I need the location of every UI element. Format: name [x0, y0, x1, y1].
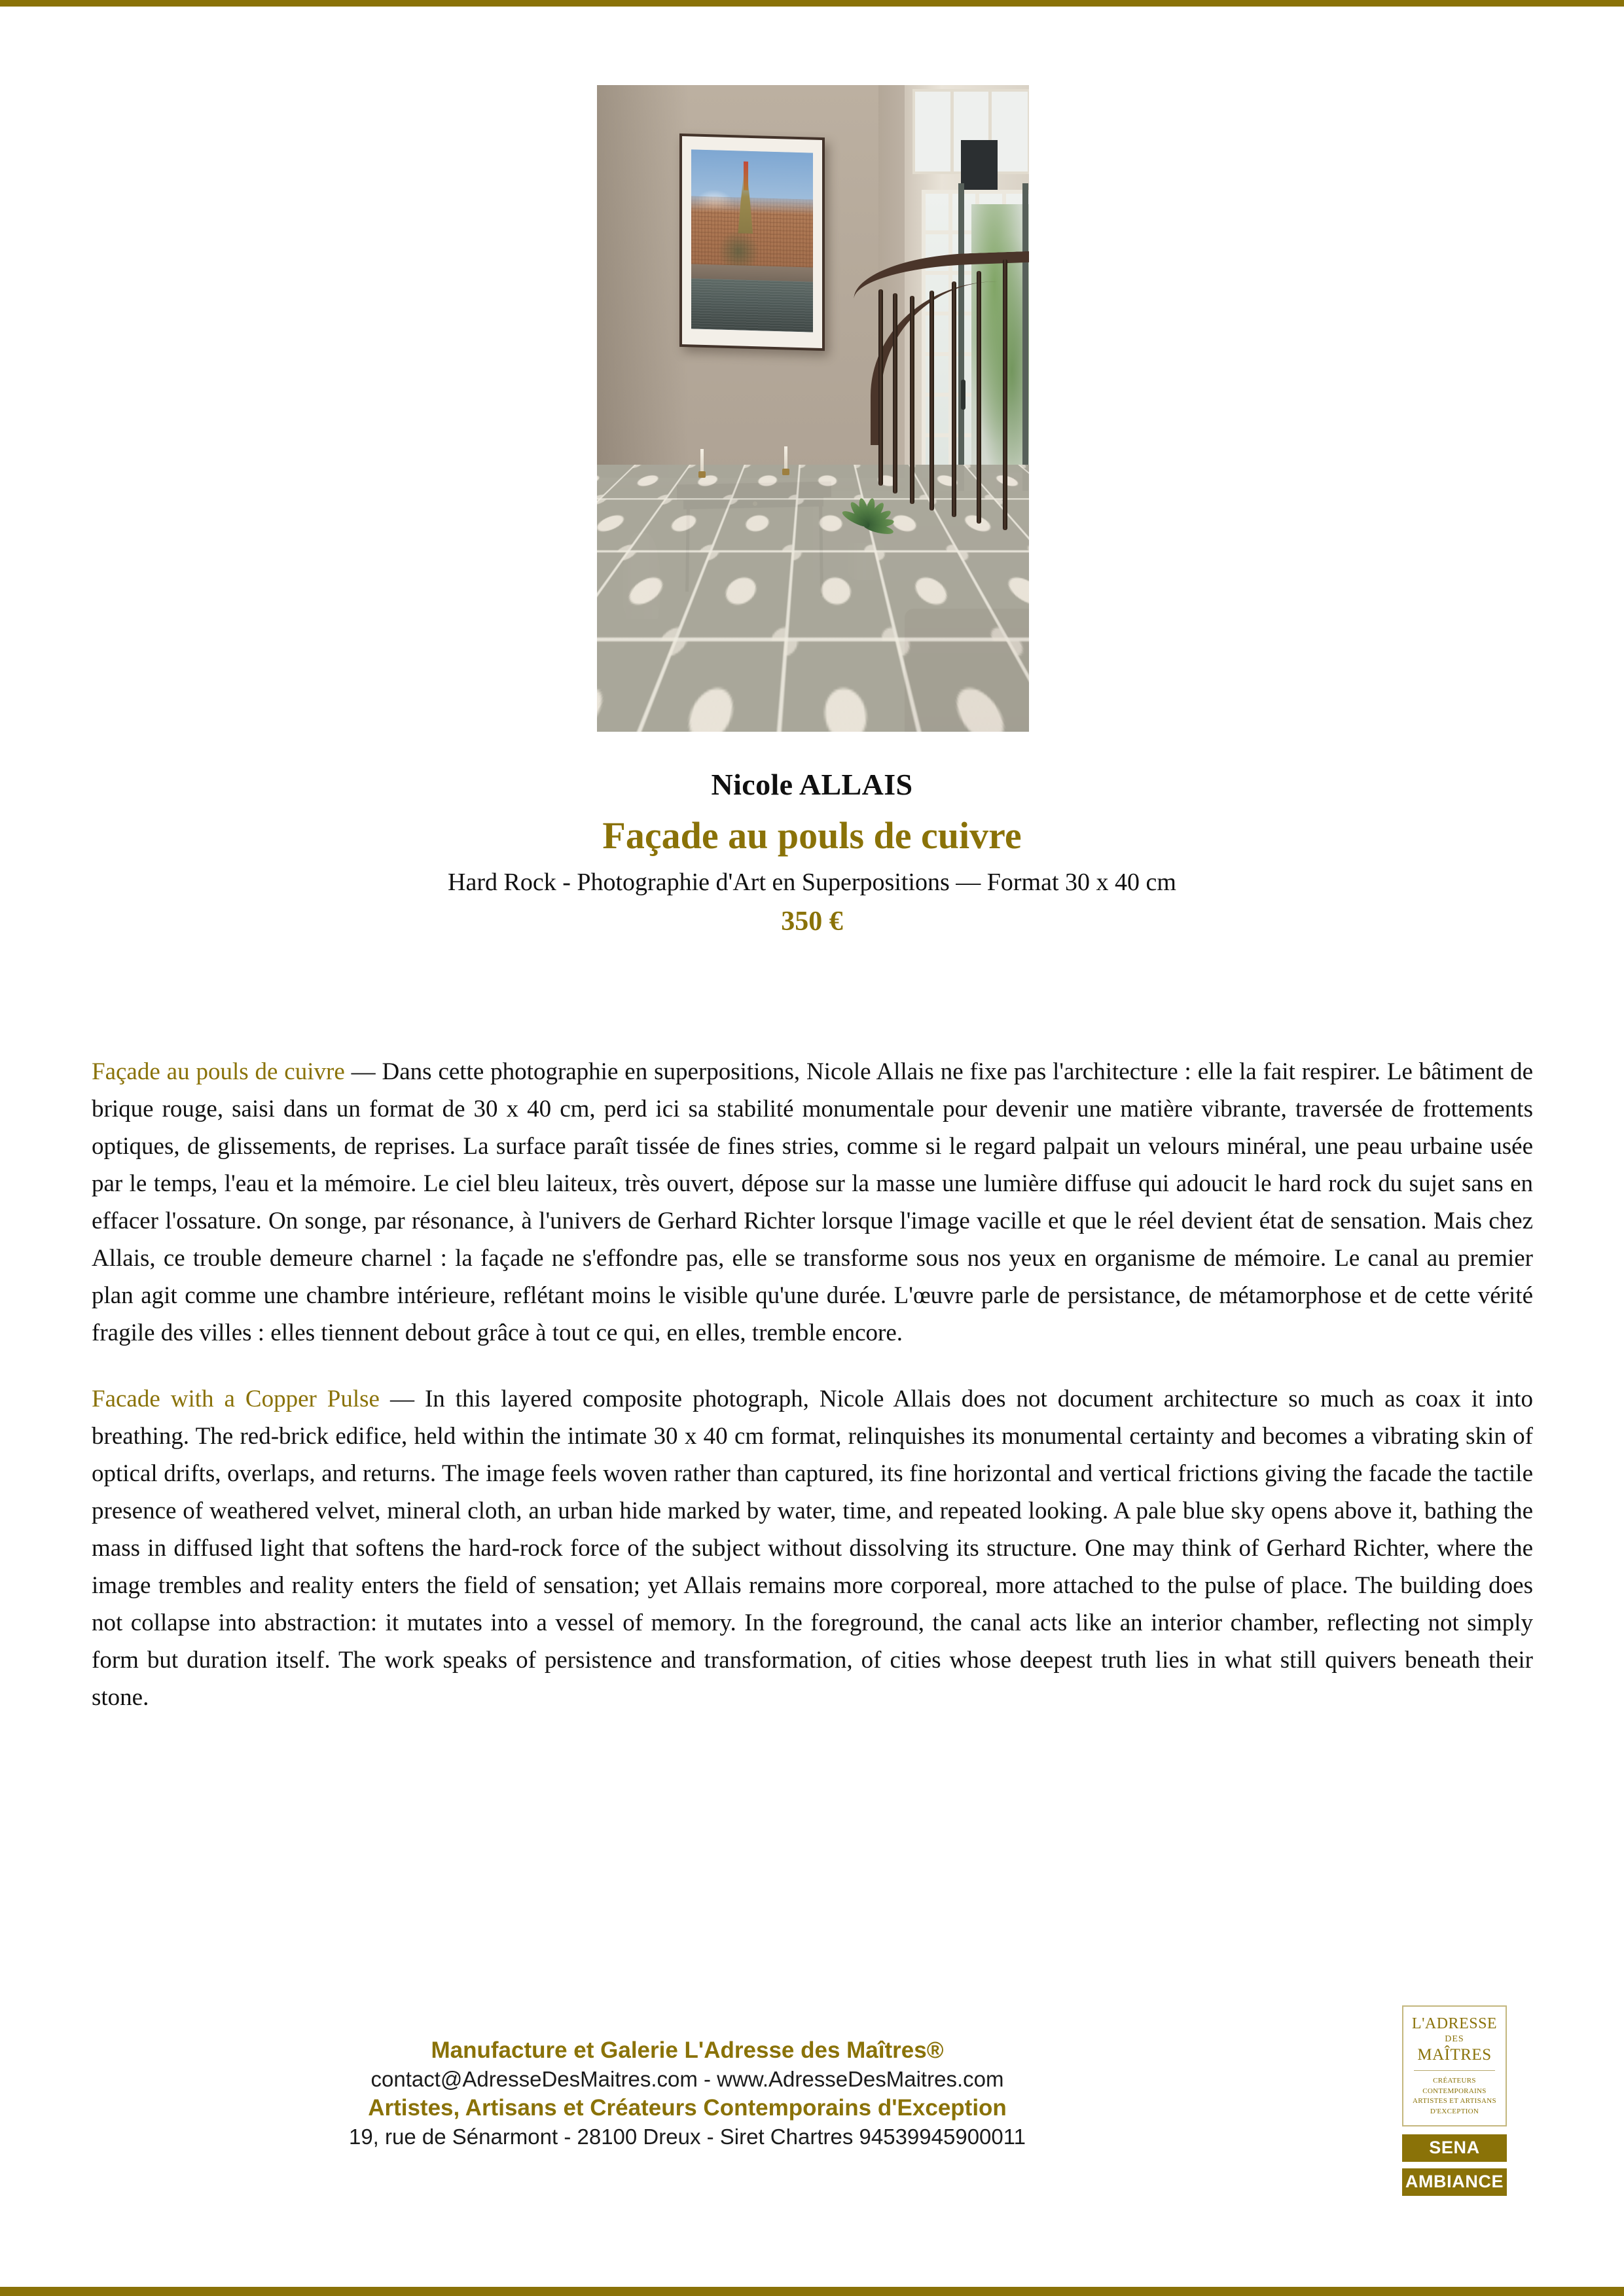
- wall-shadow: [597, 85, 689, 504]
- candle: [700, 449, 704, 471]
- potted-plant: [838, 487, 898, 552]
- description-separator-en: —: [379, 1385, 425, 1412]
- baluster: [910, 296, 914, 504]
- footer-company-name: Manufacture et Galerie L'Adresse des Maîtres®: [431, 2037, 944, 2063]
- artwork-price: 350 €: [781, 906, 843, 937]
- baluster: [977, 271, 981, 524]
- baluster: [878, 289, 883, 486]
- artwork-heading-block: [0, 767, 1624, 937]
- picture-mat: [682, 136, 822, 348]
- description-paragraph-en: [92, 1381, 1533, 1717]
- logo-line-maitres: MAÎTRES: [1417, 2046, 1492, 2064]
- badge-sena: SENA: [1402, 2134, 1507, 2162]
- drawer-knob: [753, 501, 757, 506]
- vase-base: [626, 605, 659, 619]
- picture-frame: [679, 134, 825, 351]
- logo-divider: [1414, 2070, 1495, 2071]
- baluster: [929, 291, 934, 511]
- baluster: [952, 281, 956, 517]
- hallway-scene: [597, 85, 1029, 732]
- artwork-image: [691, 149, 813, 332]
- stair-newel-post: [905, 609, 1029, 732]
- description-separator-fr: —: [344, 1058, 382, 1085]
- artwork-subtitle: Hard Rock - Photographie d'Art en Superpositions — Format 30 x 40 cm: [448, 869, 1176, 896]
- transom-mullion: [950, 92, 954, 171]
- logo-card: [1402, 2005, 1507, 2126]
- baluster: [1003, 259, 1007, 530]
- logo-line-adresse: L'ADRESSE: [1411, 2015, 1498, 2032]
- candlestick: [782, 469, 789, 475]
- description-lead-fr: Façade au pouls de cuivre: [92, 1058, 345, 1085]
- brand-logo-block: [1402, 2005, 1507, 2196]
- logo-line-des: DES: [1445, 2034, 1464, 2045]
- artwork-photo: [597, 85, 1029, 732]
- artwork-canal: [691, 279, 813, 332]
- artwork-spire: [744, 162, 748, 190]
- footer-address: 19, rue de Sénarmont - 28100 Dreux - Siret Chartres 94539945900011: [348, 2124, 1026, 2149]
- footer: [0, 2036, 1375, 2151]
- ceramic-vase: [623, 533, 660, 617]
- logo-subtitle-3: D'EXCEPTION: [1430, 2108, 1479, 2116]
- description-text-en: In this layered composite photograph, Nicole Allais does not document architecture so much as coax it into breathing. The red-brick edifice, held within the intimate 30 x 40 cm format, relinquishes its monumental certainty and becomes a vibrating skin of optical drifts, overlaps, and returns. The image feels woven rather than captured, its fine horizontal and vertical frictions giving the facade the tactile presence of weathered velvet, mineral cloth, an urban hide marked by water, time, and repeated looking. A pale blue sky opens above it, bathing the mass in diffused light that softens the hard-rock force of the subject without dissolving its structure. One may think of Gerhard Richter, where the image trembles and reality enters the field of sensation; yet Allais remains more corporeal, more attached to the pulse of place. The building does not collapse into abstraction: it mutates into a vessel of memory. In the foreground, the canal acts like an interior chamber, reflecting not simply form but duration itself. The work speaks of persistence and transformation, of cities whose deepest truth lies in what still quivers beneath their stone.: [92, 1385, 1533, 1711]
- artwork-title: Façade au pouls de cuivre: [602, 814, 1022, 857]
- badge-ambiance: AMBIANCE: [1402, 2168, 1507, 2196]
- description-text-fr: Dans cette photographie en superpositions, Nicole Allais ne fixe pas l'architecture : elle la fait respirer. Le bâtiment de brique rouge, saisi dans un format de 30 x 40 cm, perd ici sa stabilité monumentale pour devenir une matière vibrante, traversée de frottements optiques, de glissements, de reprises. La surface paraît tissée de fines stries, comme si le regard palpait un velours minéral, une peau urbaine usée par le temps, l'eau et la mémoire. Le ciel bleu laiteux, très ouvert, dépose sur la masse une lumière diffuse qui adoucit le hard rock du sujet sans en effacer l'ossature. On songe, par résonance, à l'univers de Gerhard Richter lorsque l'image vacille et que le réel devient état de sensation. Mais chez Allais, ce trouble demeure charnel : la façade ne s'effondre pas, elle se transforme sous nos yeux en organisme de mémoire. Le canal au premier plan agit comme une chambre intérieure, reflétant moins le visible qu'une durée. L'œuvre parle de persistance, de métamorphose et de cette vérité fragile des villes : elles tiennent debout grâce à tout ce qui, en elles, tremble encore.: [92, 1058, 1533, 1346]
- description-lead-en: Facade with a Copper Pulse: [92, 1385, 380, 1412]
- candlestick: [698, 471, 706, 478]
- footer-tagline: Artistes, Artisans et Créateurs Contemporains d'Exception: [368, 2095, 1007, 2121]
- page-bottom-rule: [0, 2287, 1624, 2296]
- footer-contact[interactable]: contact@AdresseDesMaitres.com - www.AdresseDesMaitres.com: [370, 2066, 1004, 2091]
- description-paragraph-fr: [92, 1054, 1533, 1352]
- logo-subtitle-1: CRÉATEURS CONTEMPORAINS: [1422, 2077, 1487, 2095]
- artist-name: Nicole ALLAIS: [711, 768, 913, 801]
- page-top-rule: [0, 0, 1624, 7]
- logo-subtitle-2: ARTISTES ET ARTISANS: [1413, 2097, 1496, 2106]
- candle: [784, 446, 787, 469]
- baluster: [893, 293, 897, 493]
- description-block: [92, 1054, 1533, 1745]
